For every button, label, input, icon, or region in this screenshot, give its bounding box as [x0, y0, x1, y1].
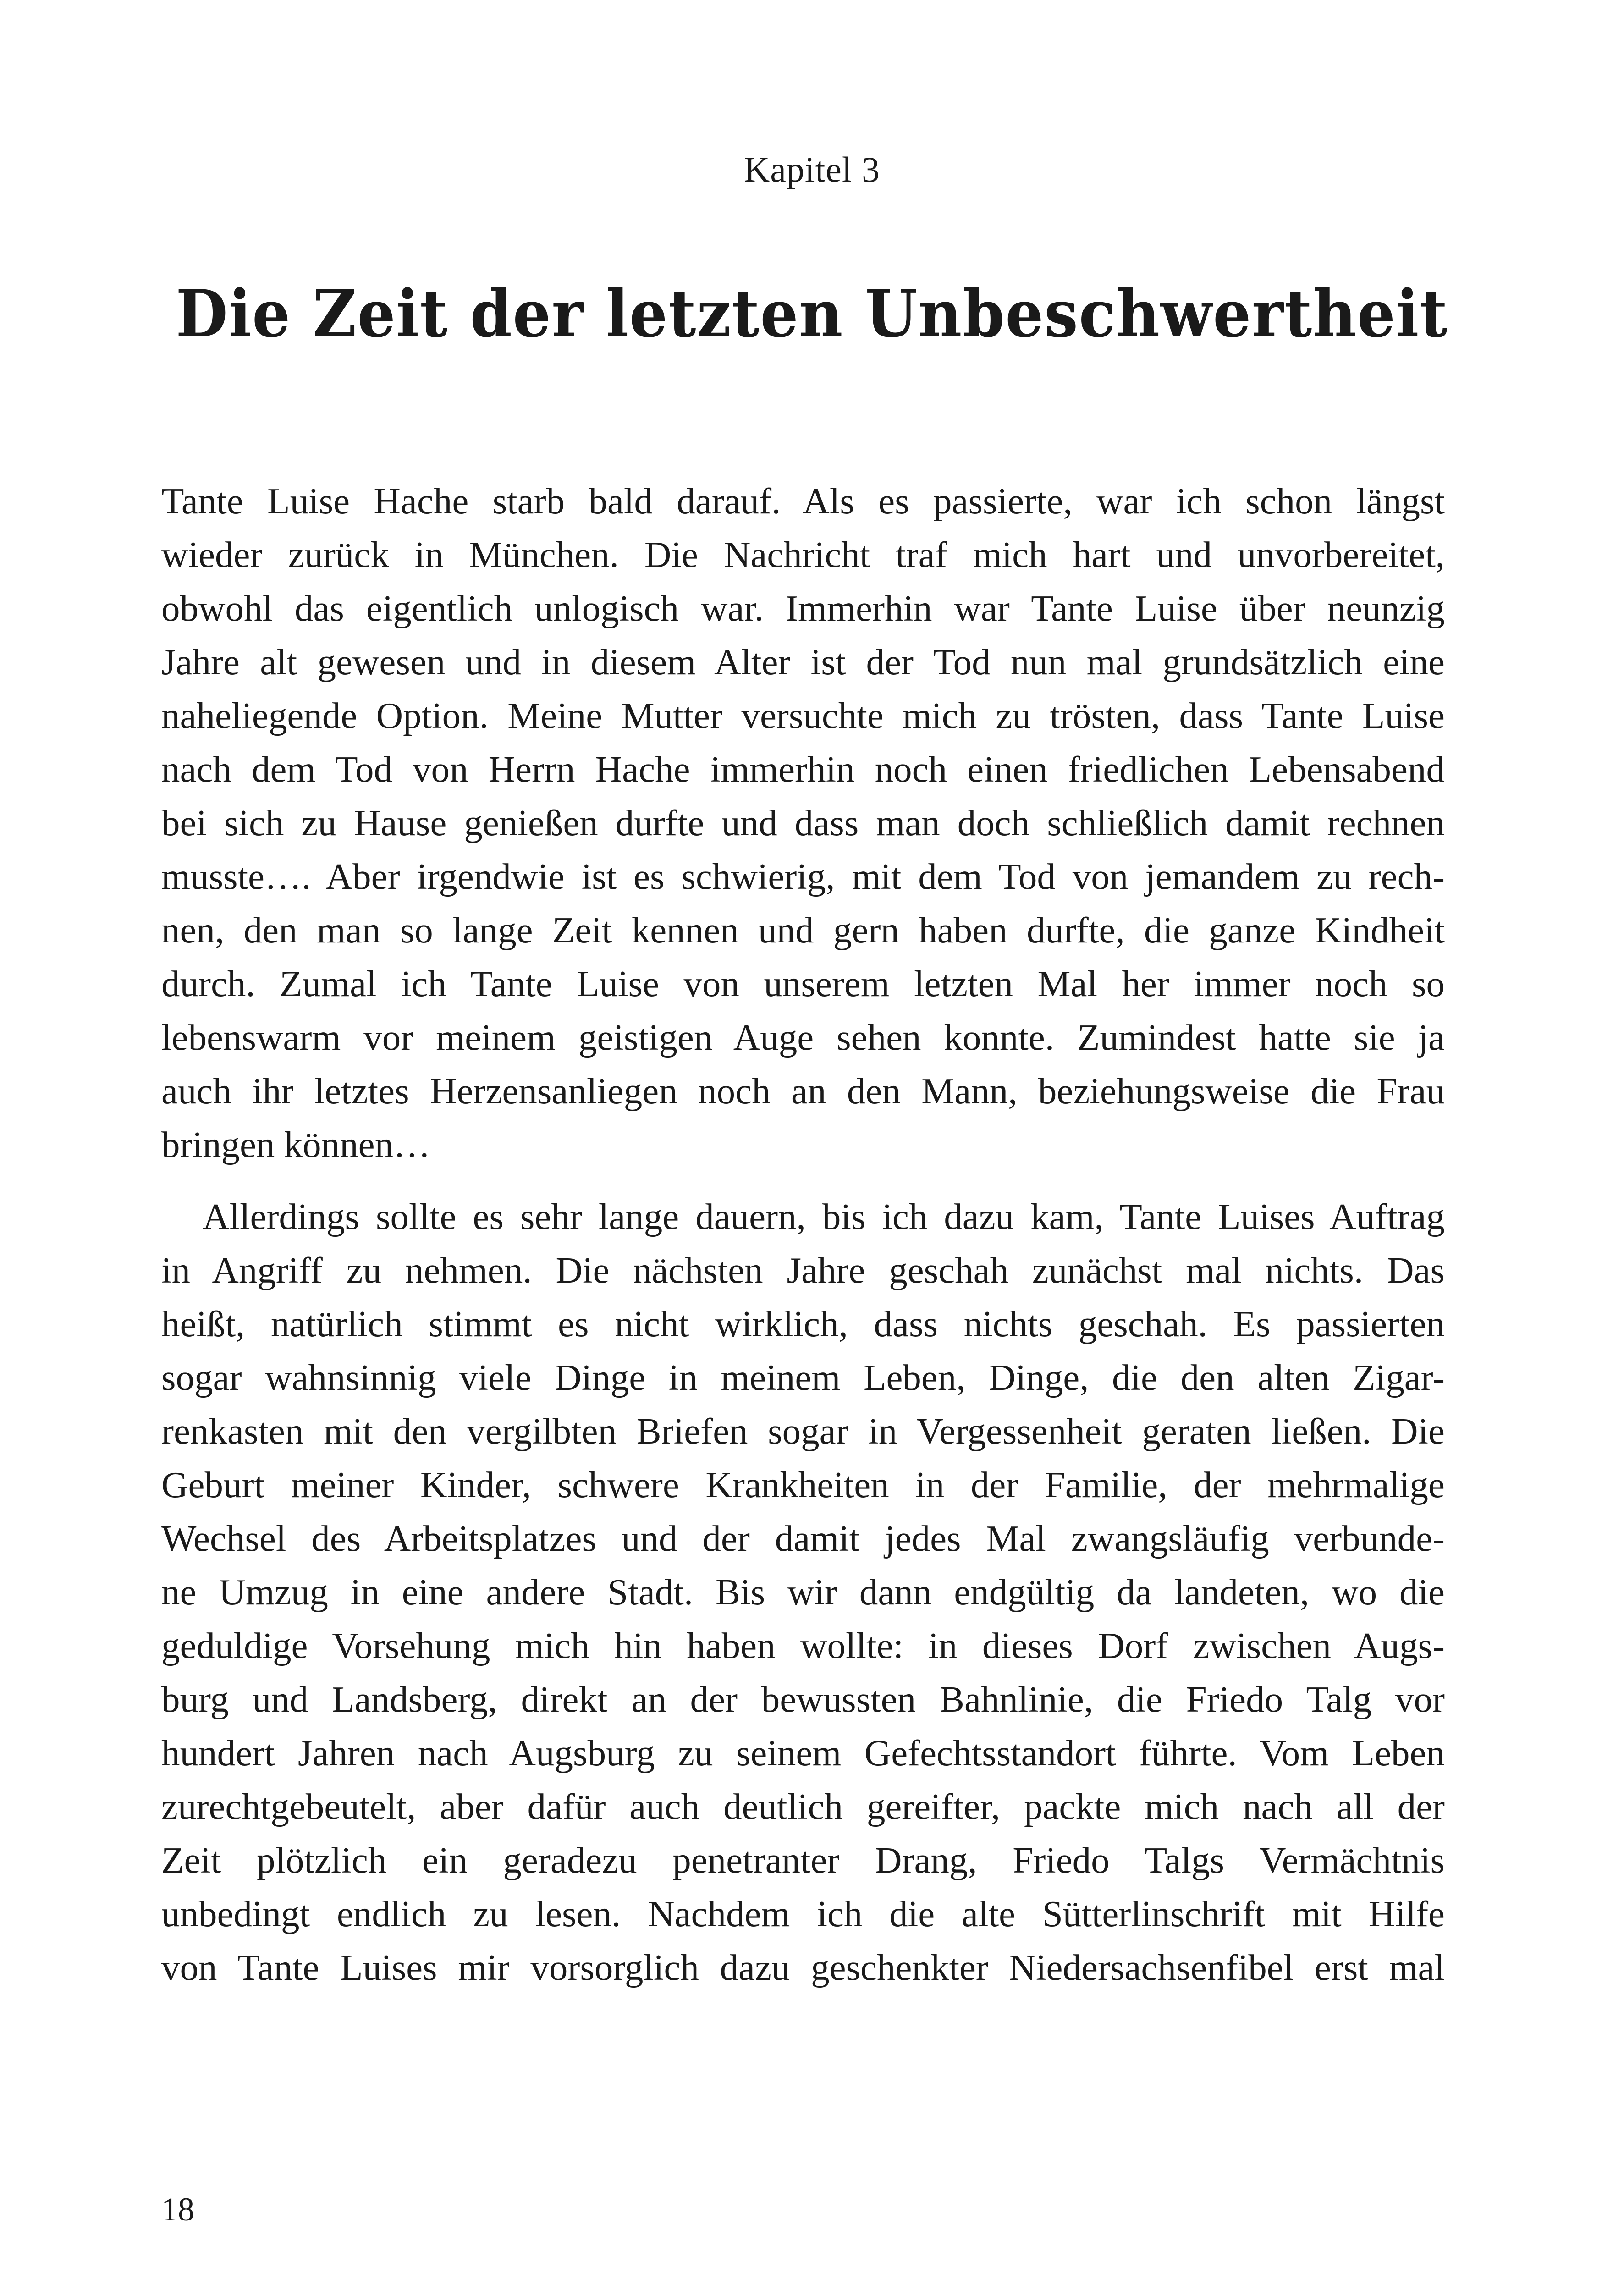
text-line: bei sich zu Hause genießen durfte und dass man doch schließlich damit rechnen	[161, 802, 1445, 843]
text-line: durch. Zumal ich Tante Luise von unserem letzten Mal her immer noch so	[161, 963, 1445, 1004]
text-line: naheliegende Option. Meine Mutter versuchte mich zu trösten, dass Tante Luise	[161, 695, 1445, 736]
paragraph-2	[161, 1190, 1445, 1994]
text-line: lebenswarm vor meinem geistigen Auge sehen konnte. Zumindest hatte sie ja	[161, 1017, 1445, 1058]
text-line: in Angriff zu nehmen. Die nächsten Jahre geschah zunächst mal nichts. Das	[161, 1250, 1445, 1291]
text-line: nach dem Tod von Herrn Hache immerhin noch einen friedlichen Lebensabend	[161, 749, 1445, 790]
text-line: burg und Landsberg, direkt an der bewussten Bahnlinie, die Friedo Talg vor	[161, 1679, 1445, 1720]
page-number: 18	[161, 2191, 194, 2228]
text-line: renkasten mit den vergilbten Briefen sogar in Vergessenheit geraten ließen. Die	[161, 1410, 1445, 1452]
text-line: musste…. Aber irgendwie ist es schwierig, mit dem Tod von jemandem zu rech-	[161, 856, 1445, 897]
text-line: Geburt meiner Kinder, schwere Krankheiten in der Familie, der mehrmalige	[161, 1464, 1445, 1505]
text-line: Jahre alt gewesen und in diesem Alter ist der Tod nun mal grundsätzlich eine	[161, 641, 1445, 683]
text-line: obwohl das eigentlich unlogisch war. Immerhin war Tante Luise über neunzig	[161, 588, 1445, 629]
text-line: Tante Luise Hache starb bald darauf. Als es passierte, war ich schon längst	[161, 480, 1445, 522]
text-line: Allerdings sollte es sehr lange dauern, bis ich dazu kam, Tante Luises Auftrag	[203, 1196, 1445, 1237]
text-line: unbedingt endlich zu lesen. Nachdem ich die alte Sütterlinschrift mit Hilfe	[161, 1893, 1445, 1934]
text-line: nen, den man so lange Zeit kennen und gern haben durfte, die ganze Kindheit	[161, 909, 1445, 951]
text-line: wieder zurück in München. Die Nachricht traf mich hart und unvorbereitet,	[161, 534, 1445, 575]
paragraph-1	[161, 474, 1445, 1172]
text-line: Zeit plötzlich ein geradezu penetranter Drang, Friedo Talgs Vermächtnis	[161, 1840, 1445, 1881]
text-line: hundert Jahren nach Augsburg zu seinem Gefechtsstandort führte. Vom Leben	[161, 1732, 1445, 1774]
text-line: ne Umzug in eine andere Stadt. Bis wir dann endgültig da landeten, wo die	[161, 1571, 1445, 1613]
text-line: geduldige Vorsehung mich hin haben wollte: in dieses Dorf zwischen Augs-	[161, 1625, 1445, 1666]
text-line: heißt, natürlich stimmt es nicht wirklich, dass nichts geschah. Es passierten	[161, 1303, 1445, 1344]
text-line: Wechsel des Arbeitsplatzes und der damit jedes Mal zwangsläufig verbunde-	[161, 1518, 1445, 1559]
body-text	[161, 474, 1445, 1994]
chapter-title: Die Zeit der letzten Unbeschwertheit	[176, 276, 1448, 352]
text-line: auch ihr letztes Herzensanliegen noch an den Mann, beziehungsweise die Frau	[161, 1070, 1445, 1112]
text-line: bringen können…	[161, 1124, 431, 1165]
chapter-label: Kapitel 3	[743, 149, 881, 189]
text-line: zurechtgebeutelt, aber dafür auch deutlich gereifter, packte mich nach all der	[161, 1786, 1445, 1827]
text-line: sogar wahnsinnig viele Dinge in meinem Leben, Dinge, die den alten Zigar-	[161, 1357, 1445, 1398]
text-line: von Tante Luises mir vorsorglich dazu geschenkter Niedersachsenfibel erst mal	[161, 1947, 1445, 1988]
